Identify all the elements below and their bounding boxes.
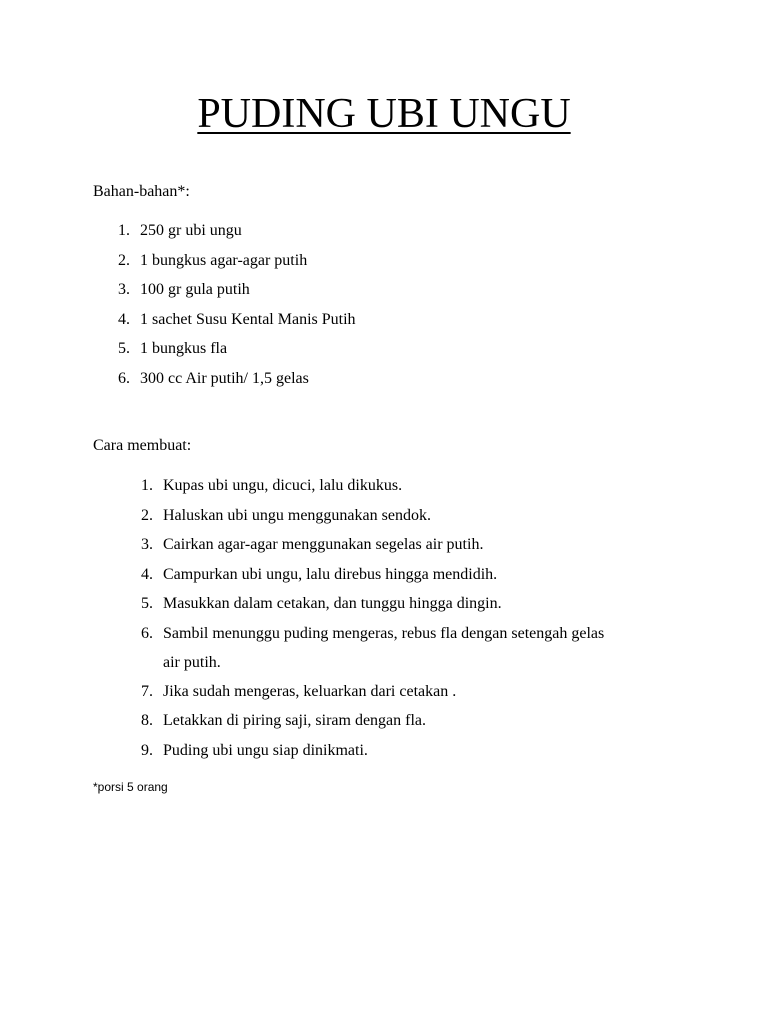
ingredient-text: 1 sachet Susu Kental Manis Putih — [140, 311, 356, 328]
step-text: Puding ubi ungu siap dinikmati. — [163, 742, 368, 759]
step-text: Jika sudah mengeras, keluarkan dari cetakan . — [163, 683, 457, 700]
step-text: Letakkan di piring saji, siram dengan fla. — [163, 712, 427, 729]
step-number: 7. — [141, 683, 153, 700]
step-number: 9. — [141, 742, 153, 759]
step-number: 8. — [141, 712, 153, 729]
step-number: 6. — [141, 625, 153, 642]
ingredient-text: 1 bungkus agar-agar putih — [140, 252, 308, 269]
steps-heading: Cara membuat: — [93, 437, 192, 454]
step-continuation-text: air putih. — [163, 654, 221, 671]
step-text: Cairkan agar-agar menggunakan segelas air putih. — [163, 536, 484, 553]
step-number: 3. — [141, 536, 153, 553]
ingredient-text: 100 gr gula putih — [140, 281, 250, 298]
step-text: Sambil menunggu puding mengeras, rebus fla dengan setengah gelas — [163, 625, 605, 642]
title-text: PUDING UBI UNGU — [197, 91, 571, 137]
ingredient-number: 4. — [118, 311, 130, 328]
step-number: 4. — [141, 566, 153, 583]
ingredient-number: 5. — [118, 340, 130, 357]
ingredient-number: 3. — [118, 281, 130, 298]
ingredient-number: 1. — [118, 222, 130, 239]
document-title — [0, 88, 768, 140]
ingredient-number: 6. — [118, 370, 130, 387]
step-text: Haluskan ubi ungu menggunakan sendok. — [163, 507, 431, 524]
step-text: Campurkan ubi ungu, lalu direbus hingga mendidih. — [163, 566, 498, 583]
portion-footnote: *porsi 5 orang — [93, 780, 168, 794]
step-number: 2. — [141, 507, 153, 524]
ingredient-text: 250 gr ubi ungu — [140, 222, 242, 239]
ingredients-heading: Bahan-bahan*: — [93, 183, 190, 200]
step-number: 1. — [141, 477, 153, 494]
ingredient-text: 300 cc Air putih/ 1,5 gelas — [140, 370, 309, 387]
step-number: 5. — [141, 595, 153, 612]
step-text: Masukkan dalam cetakan, dan tunggu hingga dingin. — [163, 595, 502, 612]
step-text: Kupas ubi ungu, dicuci, lalu dikukus. — [163, 477, 403, 494]
ingredient-text: 1 bungkus fla — [140, 340, 228, 357]
ingredient-number: 2. — [118, 252, 130, 269]
